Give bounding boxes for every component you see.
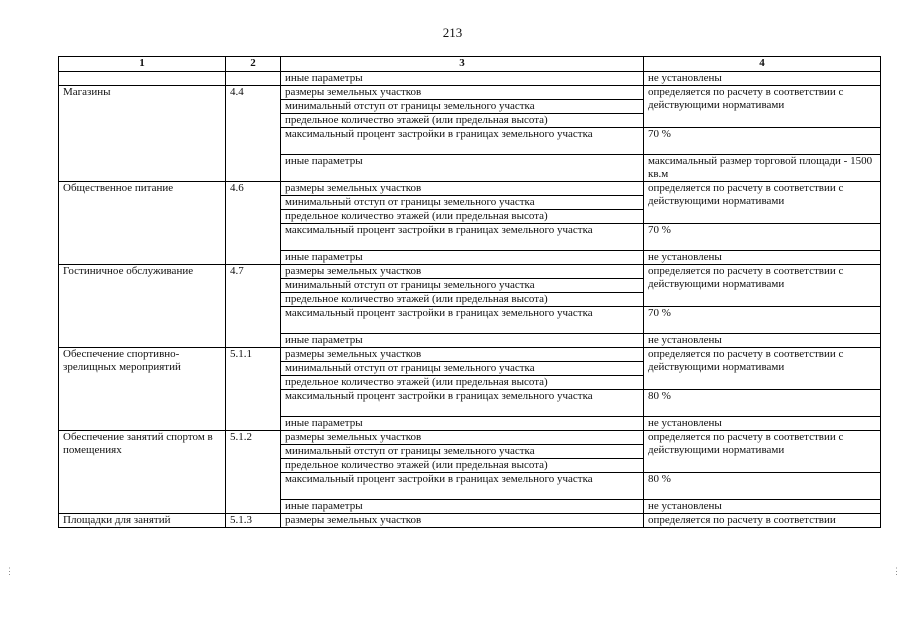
- column-header: 4: [644, 57, 881, 72]
- other-value-cell: не установлены: [644, 417, 881, 431]
- param-cell: размеры земельных участков: [281, 514, 644, 528]
- header-row: [59, 57, 881, 72]
- param-cell: минимальный отступ от границы земельного участка: [281, 100, 644, 114]
- coverage-cell: 70 %: [644, 224, 881, 251]
- param-cell: размеры земельных участков: [281, 348, 644, 362]
- value-cell: определяется по расчету в соответствии: [644, 514, 881, 528]
- activity-name-cell: Площадки для занятий: [59, 514, 226, 528]
- param-cell: максимальный процент застройки в границах земельного участка: [281, 473, 644, 500]
- activity-code-cell: 5.1.3: [226, 514, 281, 528]
- param-cell: максимальный процент застройки в границах земельного участка: [281, 307, 644, 334]
- table-row: [59, 86, 881, 100]
- activity-code-cell: 4.4: [226, 86, 281, 182]
- param-cell: иные параметры: [281, 500, 644, 514]
- activity-name-cell: Обеспечение спортивно-зрелищных мероприятий: [59, 348, 226, 431]
- param-cell: размеры земельных участков: [281, 265, 644, 279]
- param-cell: иные параметры: [281, 155, 644, 182]
- other-value-cell: максимальный размер торговой площади - 1500 кв.м: [644, 155, 881, 182]
- column-header: 1: [59, 57, 226, 72]
- param-cell: предельное количество этажей (или предельная высота): [281, 376, 644, 390]
- activity-code-cell: 4.6: [226, 182, 281, 265]
- empty-cell: [226, 72, 281, 86]
- activity-name-cell: Гостиничное обслуживание: [59, 265, 226, 348]
- calc-value-cell: определяется по расчету в соответствии с действующими нормативами: [644, 265, 881, 307]
- margin-mark: ⋮: [5, 566, 14, 576]
- param-cell: максимальный процент застройки в границах земельного участка: [281, 128, 644, 155]
- calc-value-cell: определяется по расчету в соответствии с действующими нормативами: [644, 431, 881, 473]
- coverage-cell: 70 %: [644, 307, 881, 334]
- activity-name-cell: Общественное питание: [59, 182, 226, 265]
- param-cell: минимальный отступ от границы земельного участка: [281, 196, 644, 210]
- activity-name-cell: Магазины: [59, 86, 226, 182]
- param-cell: размеры земельных участков: [281, 86, 644, 100]
- activity-code-cell: 4.7: [226, 265, 281, 348]
- param-cell: предельное количество этажей (или предельная высота): [281, 293, 644, 307]
- calc-value-cell: определяется по расчету в соответствии с действующими нормативами: [644, 182, 881, 224]
- param-cell: иные параметры: [281, 417, 644, 431]
- activity-code-cell: 5.1.2: [226, 431, 281, 514]
- param-cell: минимальный отступ от границы земельного участка: [281, 279, 644, 293]
- activity-code-cell: 5.1.1: [226, 348, 281, 431]
- table-row: [59, 265, 881, 279]
- empty-cell: [59, 72, 226, 86]
- coverage-cell: 70 %: [644, 128, 881, 155]
- column-header: 2: [226, 57, 281, 72]
- param-cell: иные параметры: [281, 334, 644, 348]
- table-row: [59, 431, 881, 445]
- calc-value-cell: определяется по расчету в соответствии с действующими нормативами: [644, 348, 881, 390]
- other-value-cell: не установлены: [644, 251, 881, 265]
- coverage-cell: 80 %: [644, 390, 881, 417]
- activity-name-cell: Обеспечение занятий спортом в помещениях: [59, 431, 226, 514]
- margin-mark: ⋮: [892, 566, 901, 576]
- param-cell: размеры земельных участков: [281, 182, 644, 196]
- param-cell: иные параметры: [281, 251, 644, 265]
- param-cell: максимальный процент застройки в границах земельного участка: [281, 224, 644, 251]
- column-header: 3: [281, 57, 644, 72]
- regulation-table: [58, 56, 881, 528]
- param-cell: максимальный процент застройки в границах земельного участка: [281, 390, 644, 417]
- page-number: 213: [442, 25, 463, 40]
- param-cell: иные параметры: [281, 72, 644, 86]
- param-cell: предельное количество этажей (или предельная высота): [281, 210, 644, 224]
- table-row: [59, 182, 881, 196]
- coverage-cell: 80 %: [644, 473, 881, 500]
- param-cell: минимальный отступ от границы земельного участка: [281, 445, 644, 459]
- continuation-row: [59, 72, 881, 86]
- param-cell: размеры земельных участков: [281, 431, 644, 445]
- param-cell: предельное количество этажей (или предельная высота): [281, 459, 644, 473]
- param-cell: предельное количество этажей (или предельная высота): [281, 114, 644, 128]
- value-cell: не установлены: [644, 72, 881, 86]
- table-row: [59, 348, 881, 362]
- other-value-cell: не установлены: [644, 500, 881, 514]
- calc-value-cell: определяется по расчету в соответствии с действующими нормативами: [644, 86, 881, 128]
- table-row: [59, 514, 881, 528]
- param-cell: минимальный отступ от границы земельного участка: [281, 362, 644, 376]
- other-value-cell: не установлены: [644, 334, 881, 348]
